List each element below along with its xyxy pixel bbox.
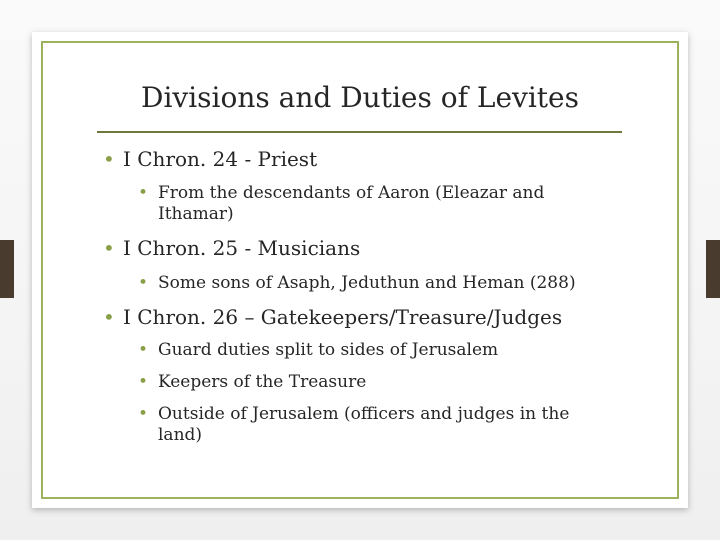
bullet-dot-icon: • <box>138 372 149 392</box>
bullet-dot-icon: • <box>138 183 149 203</box>
sub-bullet-item <box>138 340 618 361</box>
sub-bullet-item <box>138 183 598 225</box>
bullet-dot-icon: • <box>138 404 149 424</box>
bullet-dot-icon: • <box>138 340 149 360</box>
sub-bullet-item <box>138 372 618 393</box>
bullet-dot-icon: • <box>103 147 115 171</box>
sub-bullet-text: Guard duties split to sides of Jerusalem <box>158 340 499 360</box>
bullet-text: I Chron. 25 - Musicians <box>123 236 361 260</box>
sub-bullet-text: Some sons of Asaph, Jeduthun and Heman (288) <box>158 273 576 293</box>
bullet-text: I Chron. 24 - Priest <box>123 147 318 171</box>
sub-bullet-text: Keepers of the Treasure <box>158 372 367 392</box>
bullet-dot-icon: • <box>103 305 115 329</box>
bullet-item <box>103 147 603 171</box>
sub-bullet-text: From the descendants of Aaron (Eleazar and Ithamar) <box>158 183 545 224</box>
bullet-dot-icon: • <box>103 236 115 260</box>
bullet-dot-icon: • <box>138 273 149 293</box>
bullet-item <box>103 305 623 329</box>
slide-title: Divisions and Duties of Levites <box>141 81 579 114</box>
bullet-item <box>103 236 603 260</box>
sub-bullet-text: Outside of Jerusalem (officers and judges in the land) <box>158 404 570 445</box>
sub-bullet-item <box>138 273 618 294</box>
sub-bullet-item <box>138 404 608 446</box>
bullet-text: I Chron. 26 – Gatekeepers/Treasure/Judges <box>123 305 563 329</box>
